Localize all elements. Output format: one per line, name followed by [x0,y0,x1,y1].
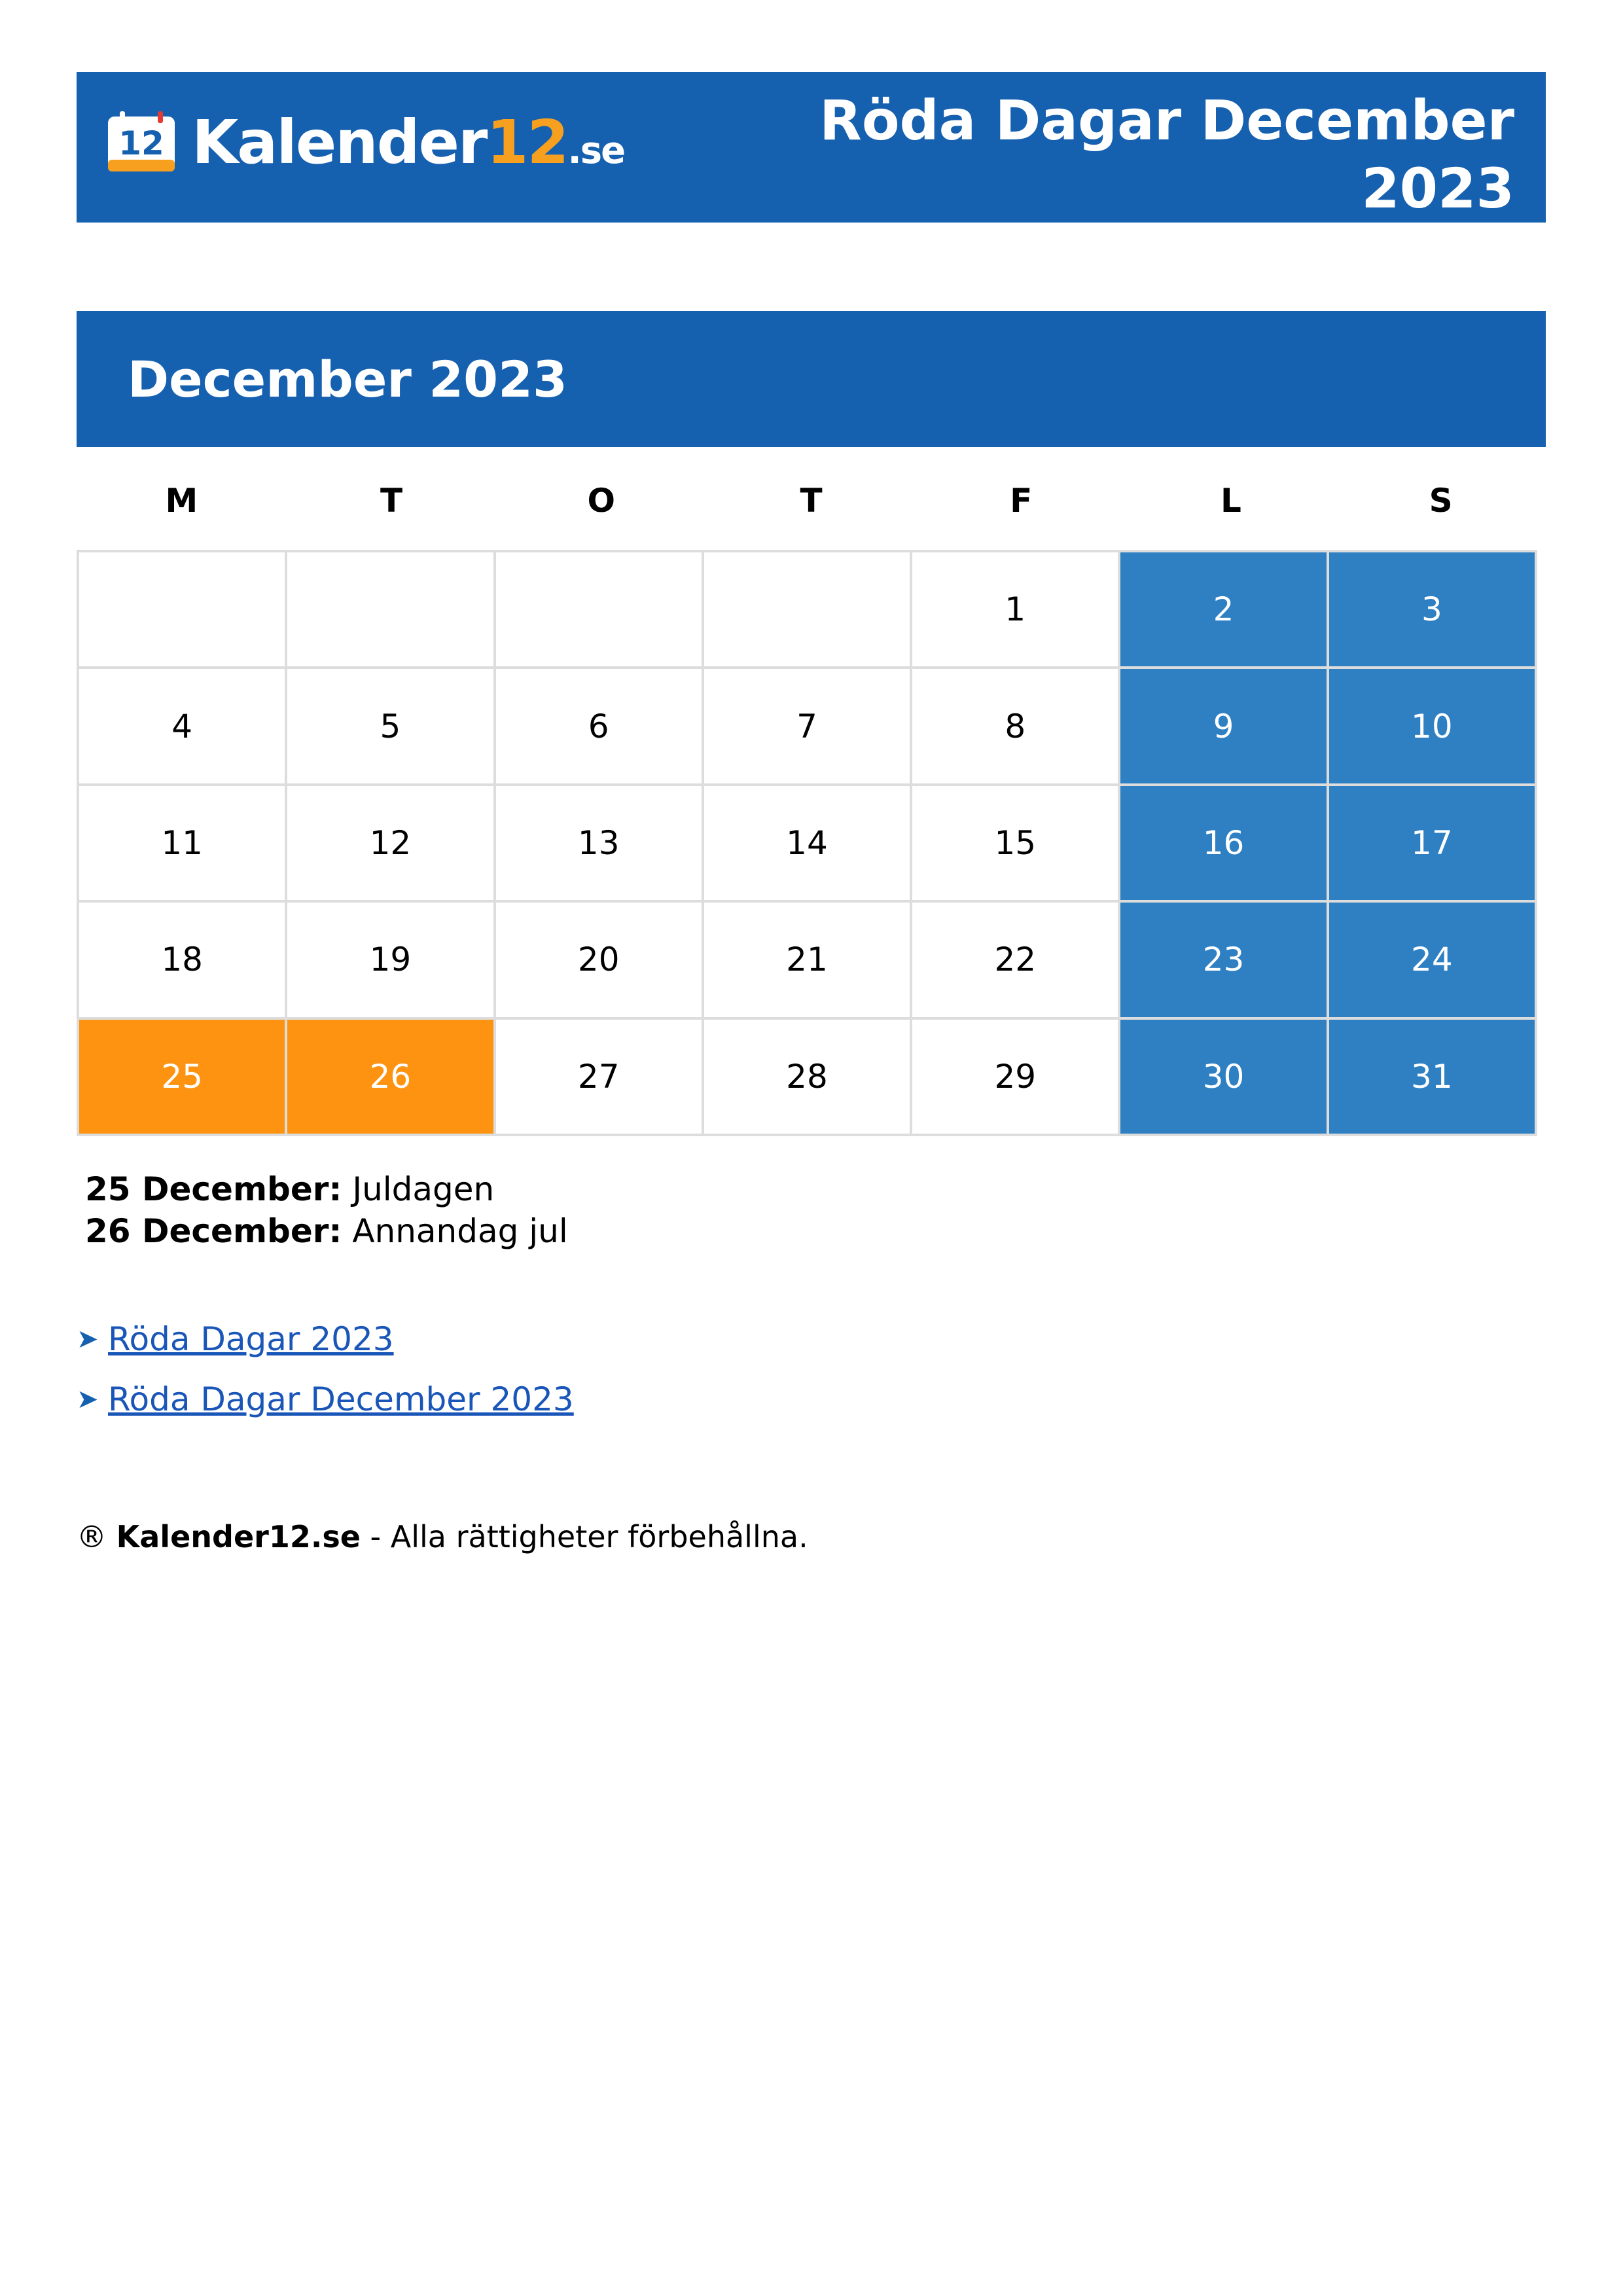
link-roda-dagar-december-2023[interactable]: Röda Dagar December 2023 [108,1380,574,1418]
calendar-day-12: 12 [287,786,495,903]
calendar-day-7: 7 [704,669,912,785]
footer-text: - Alla rättigheter förbehållna. [370,1519,808,1554]
logo-tld: .se [567,130,625,172]
calendar-empty-cell [496,552,704,669]
weekday-label: M [165,482,198,520]
calendar-day-27: 27 [496,1020,704,1136]
calendar-day-23: 23 [1120,903,1329,1019]
logo-brand-number: 12 [486,107,568,177]
calendar-day-11: 11 [79,786,287,903]
calendar-day-29: 29 [912,1020,1120,1136]
calendar-day-2: 2 [1120,552,1329,669]
calendar-day-8: 8 [912,669,1120,785]
calendar-day-21: 21 [704,903,912,1019]
holiday-item [85,1168,568,1210]
calendar-day-22: 22 [912,903,1120,1019]
calendar-icon [105,111,177,174]
related-links [77,1309,574,1429]
calendar-day-20: 20 [496,903,704,1019]
holiday-item [85,1210,568,1252]
holiday-name: Annandag jul [352,1212,568,1250]
weekday-label: F [1010,482,1033,520]
related-link-item [77,1309,574,1369]
arrow-right-icon: ➤ [77,1324,99,1354]
holiday-list [85,1168,568,1252]
calendar-day-31: 31 [1329,1020,1537,1136]
weekday-label: S [1429,482,1453,520]
calendar-day-3: 3 [1329,552,1537,669]
page-title: Röda Dagar December 2023 [819,88,1514,221]
footer-brand: Kalender12.se [116,1519,361,1554]
weekday-label: T [380,482,403,520]
page-header [77,72,1546,223]
calendar-day-30: 30 [1120,1020,1329,1136]
holiday-date: 26 December: [85,1212,342,1250]
footer [77,1517,808,1556]
calendar-empty-cell [79,552,287,669]
arrow-right-icon: ➤ [77,1384,99,1414]
calendar-day-9: 9 [1120,669,1329,785]
calendar-day-13: 13 [496,786,704,903]
site-logo[interactable] [105,106,624,179]
related-link-item [77,1369,574,1429]
calendar-day-16: 16 [1120,786,1329,903]
logo-text [192,107,625,177]
weekday-header [77,471,1546,530]
holiday-name: Juldagen [352,1170,495,1208]
link-roda-dagar-2023[interactable]: Röda Dagar 2023 [108,1320,394,1358]
weekday-label: T [800,482,823,520]
calendar-grid [77,550,1537,1136]
calendar-day-24: 24 [1329,903,1537,1019]
calendar-day-28: 28 [704,1020,912,1136]
calendar-day-1: 1 [912,552,1120,669]
calendar-empty-cell [287,552,495,669]
calendar-empty-cell [704,552,912,669]
calendar-day-4: 4 [79,669,287,785]
calendar-day-6: 6 [496,669,704,785]
calendar-day-14: 14 [704,786,912,903]
logo-brand: Kalender [192,107,487,177]
month-header [77,311,1546,447]
calendar-day-26: 26 [287,1020,495,1136]
calendar-day-25: 25 [79,1020,287,1136]
calendar-day-10: 10 [1329,669,1537,785]
weekday-label: O [587,482,616,520]
calendar-day-17: 17 [1329,786,1537,903]
calendar-day-5: 5 [287,669,495,785]
calendar-day-19: 19 [287,903,495,1019]
holiday-date: 25 December: [85,1170,342,1208]
calendar-day-18: 18 [79,903,287,1019]
month-title: December 2023 [128,350,567,408]
weekday-label: L [1221,482,1241,520]
calendar-day-15: 15 [912,786,1120,903]
calendar-icon-number: 12 [118,124,164,162]
registered-symbol: ® [77,1519,107,1554]
